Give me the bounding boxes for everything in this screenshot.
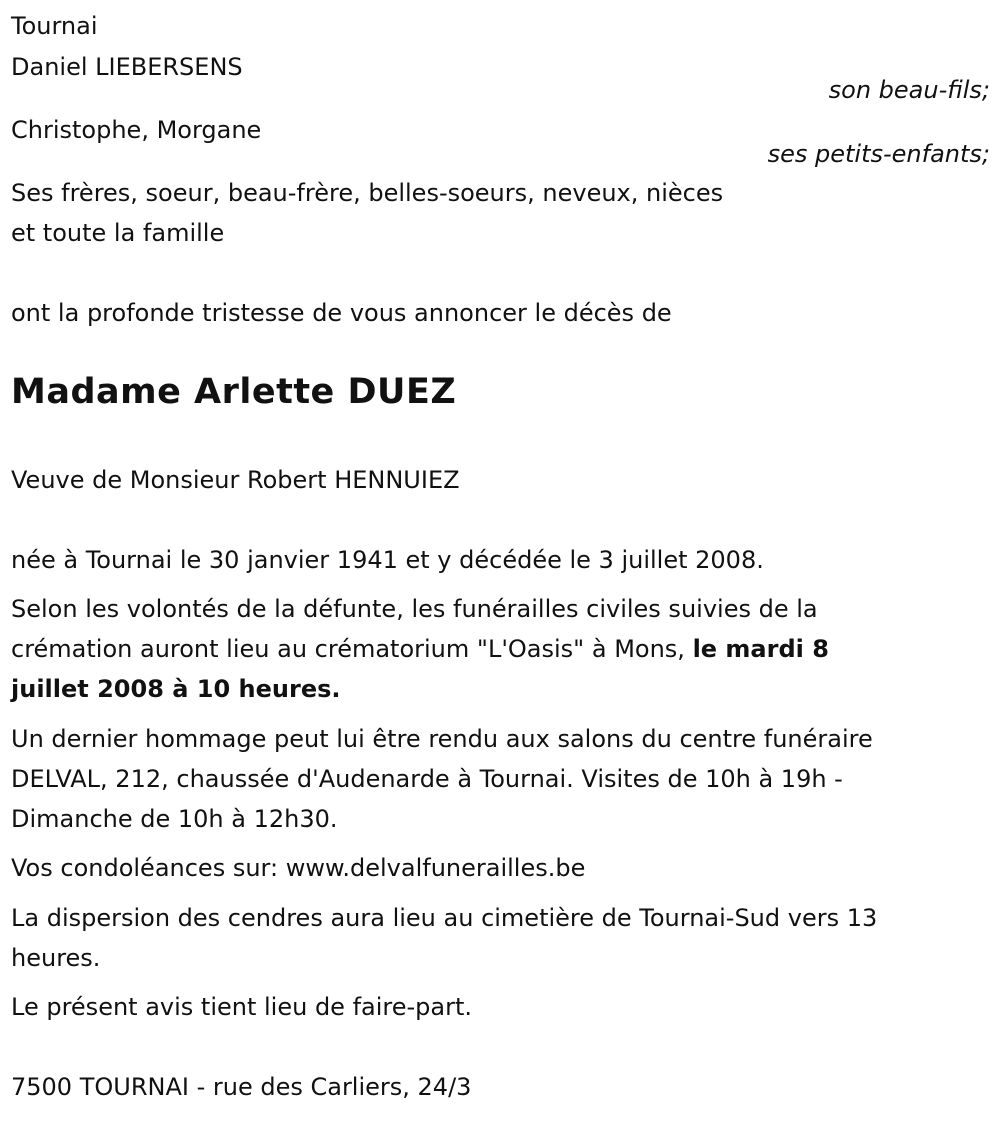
notice-text: Le présent avis tient lieu de faire-part. (11, 993, 473, 1021)
funeral-line-2 (11, 637, 829, 661)
ashes-line-1: La dispersion des cendres aura lieu au cimetière de Tournai-Sud vers 13 (11, 904, 878, 932)
funeral-date-bold: le mardi 8 (692, 635, 829, 663)
son-in-law-name: Daniel LIEBERSENS (11, 53, 243, 81)
funeral-line-3 (11, 677, 341, 701)
announcement-text: ont la profonde tristesse de vous annoncer le décès de (11, 299, 672, 327)
city-line: Tournai (11, 12, 98, 40)
homage-line-2: DELVAL, 212, chaussée d'Audenarde à Tournai. Visites de 10h à 19h - (11, 765, 843, 793)
funeral-line-1: Selon les volontés de la défunte, les funérailles civiles suivies de la (11, 595, 818, 623)
ashes-line-2: heures. (11, 944, 101, 972)
homage-line-1: Un dernier hommage peut lui être rendu aux salons du centre funéraire (11, 725, 873, 753)
address-text: 7500 TOURNAI - rue des Carliers, 24/3 (11, 1073, 472, 1101)
other-family-line-1: Ses frères, soeur, beau-frère, belles-soeurs, neveux, nièces (11, 179, 724, 207)
widow-of-text: Veuve de Monsieur Robert HENNUIEZ (11, 466, 460, 494)
grandchildren-role: ses petits-enfants; (767, 140, 990, 168)
birth-death-text: née à Tournai le 30 janvier 1941 et y décédée le 3 juillet 2008. (11, 546, 764, 574)
funeral-line-2-text: crémation auront lieu au crématorium "L'Oasis" à Mons, (11, 635, 693, 663)
homage-line-3: Dimanche de 10h à 12h30. (11, 805, 338, 833)
grandchildren-names: Christophe, Morgane (11, 116, 262, 144)
other-family-line-2: et toute la famille (11, 219, 225, 247)
funeral-time-bold: juillet 2008 à 10 heures. (11, 675, 341, 703)
deceased-name: Madame Arlette DUEZ (11, 372, 457, 412)
son-in-law-role: son beau-fils; (828, 76, 990, 104)
condolences-text: Vos condoléances sur: www.delvalfunerailles.be (11, 854, 586, 882)
